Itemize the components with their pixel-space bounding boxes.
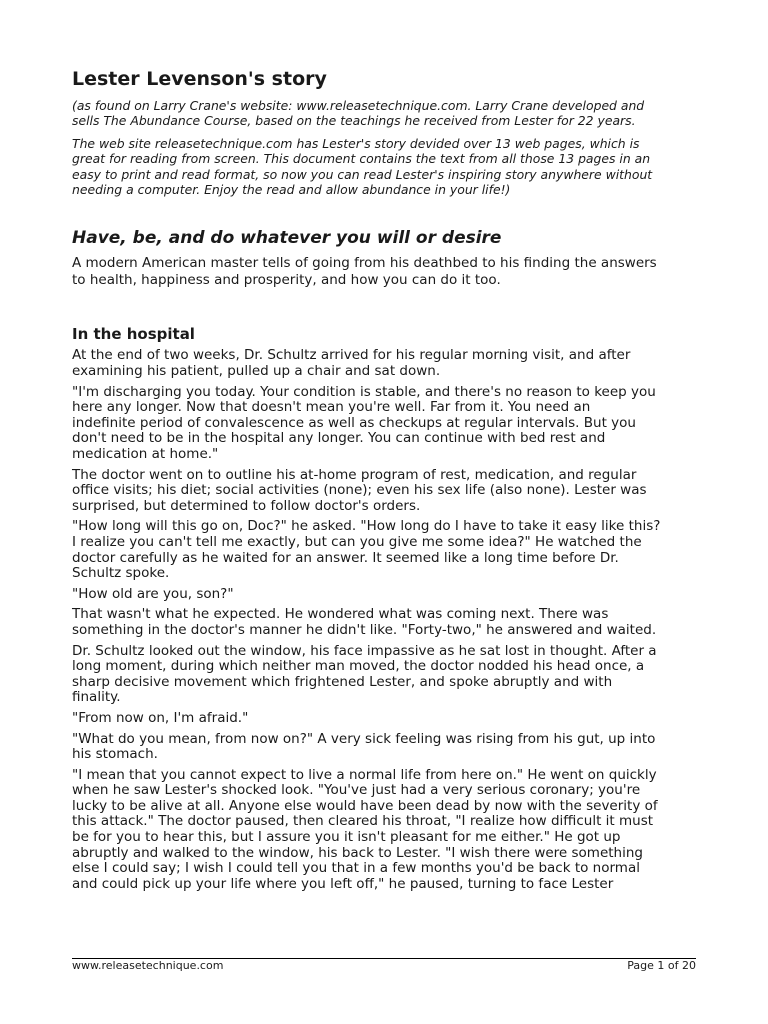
footer-page-number: Page 1 of 20 (627, 959, 696, 972)
page-footer (72, 958, 696, 973)
intro-paragraph: The web site releasetechnique.com has Lester's story devided over 13 web pages, which is great for reading from screen. This document contains the text from all those 13 pages in an easy to print and read format, so now you can read Lester's inspiring story anywhere without needing a computer. Enjoy the read and allow abundance in your life!) (72, 135, 653, 198)
body-paragraph: "From now on, I'm afraid." (72, 709, 249, 726)
document-title: Lester Levenson's story (72, 68, 327, 90)
document-page (72, 66, 698, 892)
body-paragraph: "How long will this go on, Doc?" he asked. "How long do I have to take it easy like this? I realize you can't tell me exactly, but can you give me some idea?" He watched the doctor carefully as he waited for an answer. It seemed like a long time before Dr. Schultz spoke. (72, 518, 661, 582)
body-paragraph: "I mean that you cannot expect to live a normal life from here on." He went on quickly when he saw Lester's shocked look. "You've just had a very serious coronary; you're lucky to be alive at all. Anyone else would have been dead by now with the severity of this attack." The doctor paused, then cleared his throat, "I realize how difficult it must be for you to hear this, but I assure you it isn't pleasant for me either." He got up abruptly and walked to the window, his back to Lester. "I wish there were something else I could say; I wish I could tell you that in a few months you'd be back to normal and could pick up your life where you left off," he paused, turning to face Lester (72, 766, 658, 892)
body-paragraph: "I'm discharging you today. Your condition is stable, and there's no reason to keep you here any longer. Now that doesn't mean you're well. Far from it. You need an indefinite period of convalescence as well as checkups at regular intervals. But you don't need to be in the hospital any longer. You can continue with bed rest and medication at home." (72, 383, 656, 462)
footer-website: www.releasetechnique.com (72, 959, 224, 972)
body-paragraph: "How old are you, son?" (72, 585, 234, 602)
body-paragraph: The doctor went on to outline his at-home program of rest, medication, and regular office visits; his diet; social activities (none); even his sex life (also none). Lester was surprised, but determined to follow doctor's orders. (72, 466, 647, 514)
intro-paragraph: (as found on Larry Crane's website: www.releasetechnique.com. Larry Crane developed and sells The Abundance Course, based on the teachings he received from Lester for 22 years. (72, 98, 645, 129)
article-heading: Have, be, and do whatever you will or desire (72, 228, 502, 249)
article-subtitle: A modern American master tells of going from his deathbed to his finding the answers to health, happiness and prosperity, and how you can do it too. (72, 255, 657, 288)
body-paragraph: Dr. Schultz looked out the window, his face impassive as he sat lost in thought. After a long moment, during which neither man moved, the doctor nodded his head once, a sharp decisive movement which frightened Lester, and spoke abruptly and with finality. (72, 642, 657, 706)
body-paragraph: "What do you mean, from now on?" A very sick feeling was rising from his gut, up into his stomach. (72, 730, 656, 763)
body-paragraph: That wasn't what he expected. He wondered what was coming next. There was something in the doctor's manner he didn't like. "Forty-two," he answered and waited. (72, 606, 657, 638)
body-paragraph: At the end of two weeks, Dr. Schultz arrived for his regular morning visit, and after examining his patient, pulled up a chair and sat down. (72, 347, 631, 380)
section-heading: In the hospital (72, 325, 195, 344)
